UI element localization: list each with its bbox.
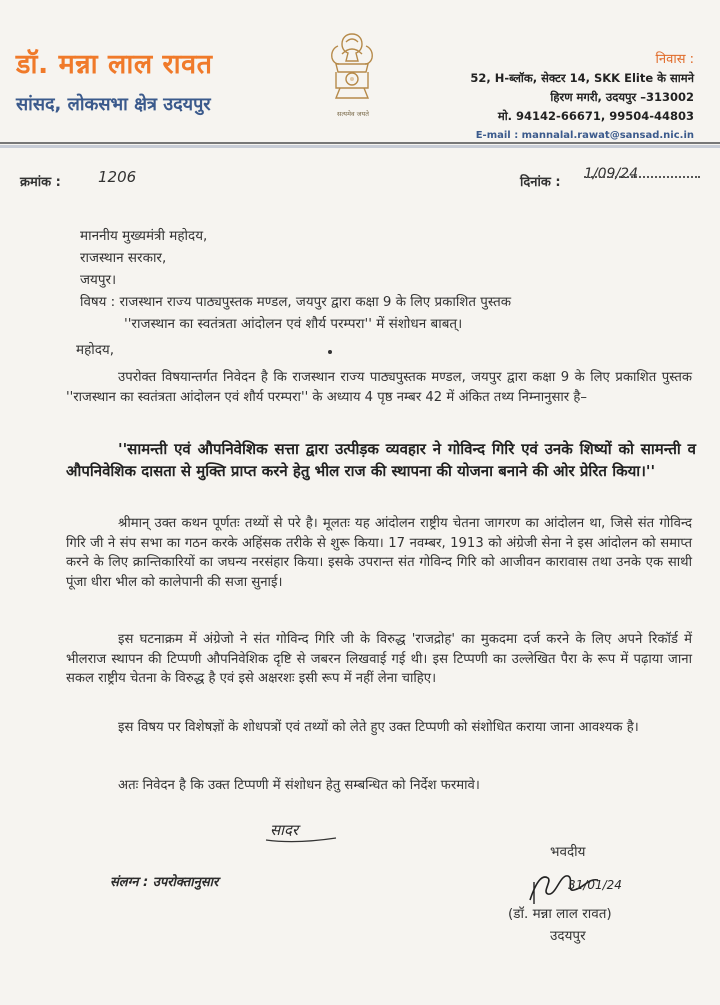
email-address: E-mail : mannalal.rawat@sansad.nic.in [475,130,694,141]
phone-numbers: मो. 94142-66671, 99504-44803 [497,109,694,123]
addressee-line-2: राजस्थान सरकार, [80,250,167,266]
reference-number: 1206 [98,168,137,186]
handwritten-sadar: सादर [270,821,299,839]
date-label: दिनांक : [520,175,561,190]
address-label: निवास : [655,52,694,67]
body-paragraph-3: इस घटनाक्रम में अंग्रेजो ने संत गोविन्द गिरि जी के विरुद्ध 'राजद्रोह' का मुकदमा दर्ज करने के लिए अपने रिकॉर्ड में भीलराज स्थापन की टिप्पणी औपनिवेशिक दृष्टि से जबरन लिखवाई गई थी। इस टिप्पणी का उल्लेखित पैरा के रूप में पढ़ाया जाना सकल राष्ट्रीय चेतना के विरुद्ध है एवं इसे अक्षरशः इसी रूप में नहीं लेना चाहिए। [66,632,692,686]
addressee-line-3: जयपुर। [80,272,117,288]
letter-date: 1/09/24 [584,166,638,182]
signatory-place: उदयपुर [550,928,586,944]
body-paragraph-5: अतः निवेदन है कि उक्त टिप्पणी में संशोधन हेतु सम्बन्धित को निर्देश फरमावे। [118,778,480,793]
quoted-passage: ''सामन्ती एवं औपनिवेशिक सत्ता द्वारा उत्पीड़क व्यवहार ने गोविन्द गिरि एवं उनके शिष्यों को सामन्ती व औपनिवेशिक दासता से मुक्ति प्राप्त करने हेतु भील राज की स्थापना की योजना बनाने की ओर प्रेरित किया।'' [66,440,696,480]
date-dotted-line [584,176,700,178]
header-divider [0,142,720,144]
letterhead-address [414,50,694,145]
valediction: भवदीय [550,844,586,860]
address-line-1: 52, H-ब्लॉक, सेक्टर 14, SKK Elite के सामने [470,71,694,85]
letterhead-name: डॉ. मन्ना लाल रावत [16,49,213,80]
body-paragraph-1: उपरोक्त विषयान्तर्गत निवेदन है कि राजस्थान राज्य पाठ्यपुस्तक मण्डल, जयपुर द्वारा कक्षा 9 के लिए प्रकाशित पुस्तक ''राजस्थान का स्वतंत्रता आंदोलन एवं शौर्य परम्परा'' के अध्याय 4 पृष्ठ नम्बर 42 में अंकित तथ्य निम्नानुसार है– [66,370,692,405]
stray-mark [328,350,332,354]
salutation: महोदय, [76,342,115,358]
address-line-2: हिरण मगरी, उदयपुर –313002 [550,90,694,104]
body-paragraph-2: श्रीमान् उक्त कथन पूर्णतः तथ्यों से परे है। मूलतः यह आंदोलन राष्ट्रीय चेतना जागरण का आंदोलन था, जिसे संत गोविन्द गिरि जी ने संप सभा का गठन करके अहिंसक तरीके से शुरू किया। 17 नवम्बर, 1913 को अंग्रेजी सेना ने इस आंदोलन को समाप्त करने के लिए क्रान्तिकारियों का जघन्य नरसंहार किया। इसके उपरान्त संत गोविन्द गिरि को आजीवन कारावास तथा उनके एक साथी पूंजा धीरा भील को कालेपानी की सजा सुनाई। [66,516,692,590]
subject-line-1: विषय : राजस्थान राज्य पाठ्यपुस्तक मण्डल, जयपुर द्वारा कक्षा 9 के लिए प्रकाशित पुस्तक [80,295,512,310]
header-divider-accent [0,145,720,148]
subject-line-2: ''राजस्थान का स्वतंत्रता आंदोलन एवं शौर्य परम्परा'' में संशोधन बाबत्। [124,316,463,332]
emblem-motto: सत्यमेव जयते [337,110,369,118]
body-paragraph-4: इस विषय पर विशेषज्ञों के शोधपत्रों एवं तथ्यों को लेते हुए उक्त टिप्पणी को संशोधित कराया जाना आवश्यक है। [118,720,639,735]
letterhead-designation: सांसद, लोकसभा क्षेत्र उदयपुर [16,94,211,115]
enclosure-note: संलग्न : उपरोक्तानुसार [110,875,219,890]
signatory-name: (डॉ. मन्ना लाल रावत) [508,906,612,922]
signature-date: 31/01/24 [568,878,622,892]
handwritten-sadar-underline [262,816,342,844]
reference-label: क्रमांक : [20,175,61,190]
addressee-line-1: माननीय मुख्यमंत्री महोदय, [80,228,208,244]
